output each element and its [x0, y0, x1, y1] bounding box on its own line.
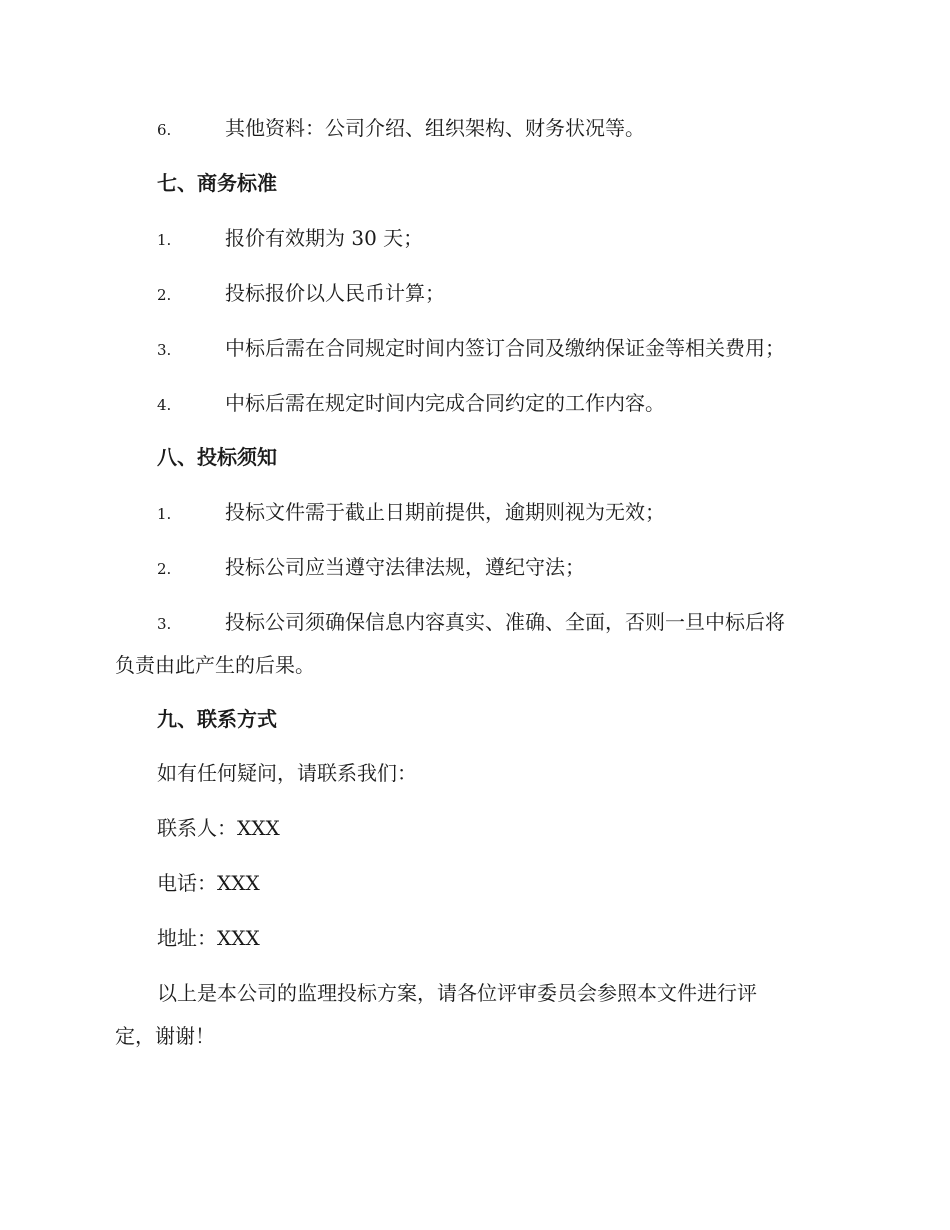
list-number: 1. [157, 505, 172, 523]
list-text: 投标文件需于截止日期前提供，逾期则视为无效； [225, 500, 665, 524]
contact-phone: 电话：XXX [157, 871, 260, 895]
list-text: 投标报价以人民币计算； [225, 281, 445, 305]
list-number: 6. [157, 121, 172, 139]
list-text: 投标公司须确保信息内容真实、准确、全面，否则一旦中标后将 [225, 610, 785, 634]
list-text: 报价有效期为 30 天； [225, 226, 424, 250]
list-number: 3. [157, 615, 172, 633]
list-text: 中标后需在规定时间内完成合同约定的工作内容。 [225, 391, 665, 415]
list-number: 1. [157, 231, 172, 249]
section-heading-contact: 九、联系方式 [157, 707, 277, 731]
contact-person: 联系人：XXX [157, 816, 280, 840]
list-text: 其他资料：公司介绍、组织架构、财务状况等。 [225, 116, 645, 140]
list-number: 2. [157, 560, 172, 578]
section-heading-bidding-notice: 八、投标须知 [157, 445, 277, 469]
section-heading-business-standards: 七、商务标准 [157, 171, 277, 195]
closing-paragraph: 以上是本公司的监理投标方案，请各位评审委员会参照本文件进行评 [157, 981, 757, 1005]
list-text-continuation: 负责由此产生的后果。 [115, 653, 315, 677]
list-text: 投标公司应当遵守法律法规，遵纪守法； [225, 555, 585, 579]
list-number: 3. [157, 341, 172, 359]
contact-address: 地址：XXX [157, 926, 260, 950]
list-number: 4. [157, 396, 172, 414]
contact-intro: 如有任何疑问，请联系我们： [157, 761, 417, 785]
list-text: 中标后需在合同规定时间内签订合同及缴纳保证金等相关费用； [225, 336, 785, 360]
closing-paragraph-continuation: 定，谢谢！ [115, 1024, 215, 1048]
list-number: 2. [157, 286, 172, 304]
